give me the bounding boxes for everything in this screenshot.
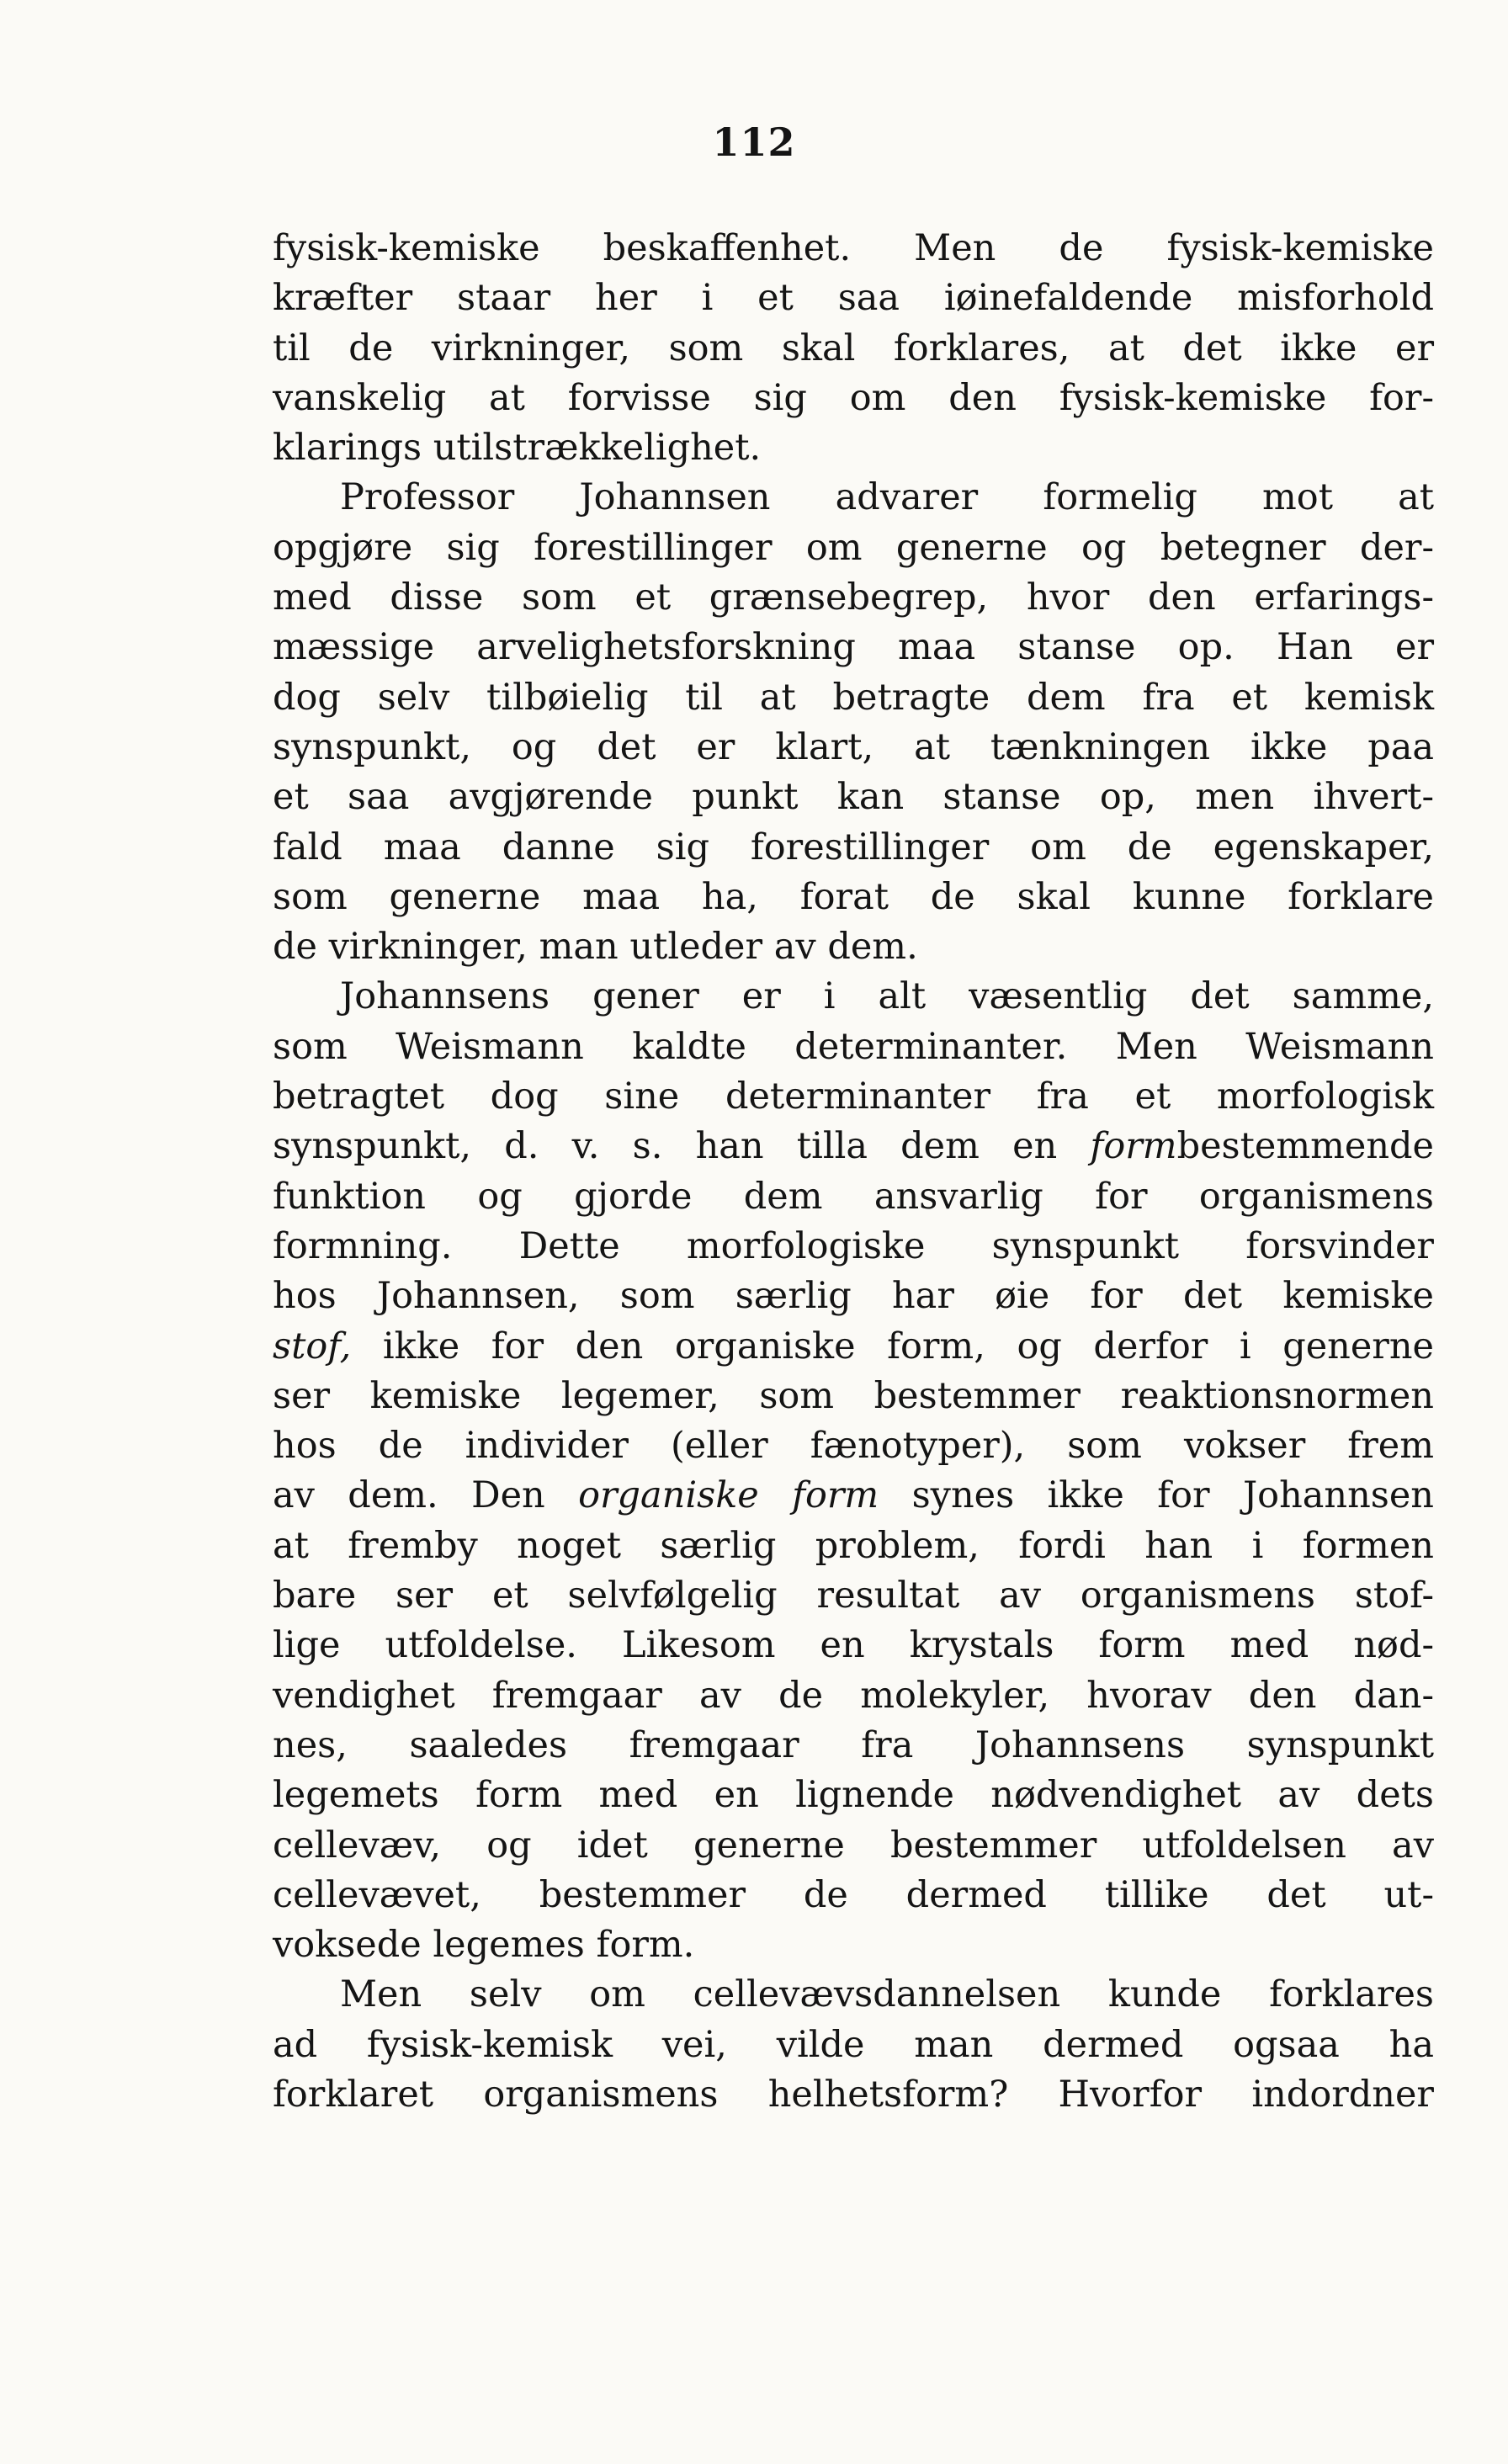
text-segment: formning. Dette morfologiske synspunkt forsvinder [273, 1224, 1434, 1267]
text-segment: Professor Johannsen advarer formelig mot at [340, 476, 1434, 519]
text-line [273, 873, 1434, 922]
text-line [273, 374, 1434, 423]
italic-text-segment: form [1090, 1125, 1177, 1168]
text-line [273, 922, 1434, 972]
text-segment: lige utfoldelse. Likesom en krystals form med nød- [273, 1624, 1434, 1667]
text-segment: med disse som et grænsebegrep, hvor den erfarings- [273, 576, 1434, 619]
text-segment: forklaret organismens helhetsform? Hvorfor indordner [273, 2073, 1434, 2116]
italic-text-segment: stof, [273, 1325, 352, 1367]
text-line [273, 1122, 1434, 1171]
text-segment: de virkninger, man utleder av dem. [273, 926, 918, 969]
text-segment: fald maa danne sig forestillinger om de egenskaper, [273, 826, 1434, 868]
text-segment: bestemmende [1176, 1125, 1434, 1168]
text-segment: Johannsens gener er i alt væsentlig det samme, [340, 975, 1434, 1018]
text-segment: hos de individer (eller fænotyper), som vokser frem [273, 1425, 1434, 1468]
text-segment: cellevævet, bestemmer de dermed tillike det ut- [273, 1873, 1434, 1916]
text-line [273, 2070, 1434, 2120]
text-segment: som Weismann kaldte determinanter. Men Weismann [273, 1025, 1434, 1068]
text-segment: vanskelig at forvisse sig om den fysisk-kemiske for- [273, 376, 1434, 419]
text-segment: dog selv tilbøielig til at betragte dem fra et kemisk [273, 676, 1434, 719]
text-line [273, 673, 1434, 723]
text-line [273, 1072, 1434, 1122]
text-segment: opgjøre sig forestillinger om generne og betegner der- [273, 526, 1434, 569]
text-segment: cellevæv, og idet generne bestemmer utfoldelsen av [273, 1824, 1434, 1867]
text-segment: hos Johannsen, som særlig har øie for det kemiske [273, 1275, 1434, 1318]
text-line [273, 473, 1434, 523]
text-line [273, 1222, 1434, 1272]
text-line [273, 1920, 1434, 1970]
text-segment: vendighet fremgaar av de molekyler, hvorav den dan- [273, 1674, 1434, 1717]
text-segment: voksede legemes form. [273, 1924, 695, 1967]
text-line [273, 1571, 1434, 1621]
text-segment: kræfter staar her i et saa iøinefaldende misforhold [273, 277, 1434, 320]
text-line [273, 972, 1434, 1022]
text-line [273, 823, 1434, 873]
text-segment: betragtet dog sine determinanter fra et morfologisk [273, 1075, 1434, 1118]
text-line [273, 1771, 1434, 1820]
text-line [273, 273, 1434, 323]
text-segment: fysisk-kemiske beskaffenhet. Men de fysisk-kemiske [273, 227, 1434, 269]
text-line [273, 723, 1434, 773]
text-line [273, 1022, 1434, 1072]
text-segment: mæssige arvelighetsforskning maa stanse op. Han er [273, 626, 1434, 669]
text-line [273, 1821, 1434, 1871]
text-segment: av dem. Den [273, 1474, 579, 1517]
text-line [273, 1421, 1434, 1471]
text-line [273, 1621, 1434, 1670]
text-line [273, 1521, 1434, 1571]
text-segment: klarings utilstrækkelighet. [273, 427, 762, 470]
text-segment: ser kemiske legemer, som bestemmer reaktionsnormen [273, 1374, 1434, 1417]
text-line [273, 1272, 1434, 1321]
text-line [273, 1671, 1434, 1721]
text-segment: synspunkt, og det er klart, at tænkningen ikke paa [273, 725, 1434, 768]
text-line [273, 324, 1434, 374]
text-line [273, 1372, 1434, 1421]
text-line [273, 224, 1434, 273]
text-line [273, 573, 1434, 623]
text-segment: legemets form med en lignende nødvendighet av dets [273, 1774, 1434, 1817]
text-line [273, 1471, 1434, 1521]
text-segment: et saa avgjørende punkt kan stanse op, men ihvert- [273, 776, 1434, 819]
text-line [273, 1970, 1434, 2020]
text-line [273, 1721, 1434, 1771]
text-segment: at fremby noget særlig problem, fordi han i formen [273, 1524, 1434, 1567]
text-segment: nes, saaledes fremgaar fra Johannsens synspunkt [273, 1723, 1434, 1766]
text-segment: som generne maa ha, forat de skal kunne forklare [273, 875, 1434, 918]
text-line [273, 1172, 1434, 1222]
text-line [273, 623, 1434, 672]
text-line [273, 423, 1434, 473]
text-line [273, 523, 1434, 573]
text-segment: synspunkt, d. v. s. han tilla dem en [273, 1125, 1091, 1168]
text-segment: Men selv om cellevævsdannelsen kunde forklares [340, 1973, 1434, 2016]
text-segment: ad fysisk-kemisk vei, vilde man dermed ogsaa ha [273, 2023, 1434, 2066]
text-line [273, 1322, 1434, 1372]
text-segment: synes ikke for Johannsen [879, 1474, 1434, 1517]
body-text [273, 224, 1434, 2120]
text-segment: bare ser et selvfølgelig resultat av organismens stof- [273, 1575, 1434, 1617]
text-segment: funktion og gjorde dem ansvarlig for organismens [273, 1175, 1434, 1218]
text-line [273, 773, 1434, 822]
text-line [273, 2021, 1434, 2070]
italic-text-segment: organiske form [578, 1474, 879, 1517]
text-segment: til de virkninger, som skal forklares, at det ikke er [273, 327, 1434, 369]
text-line [273, 1871, 1434, 1920]
text-segment: ikke for den organiske form, og derfor i generne [351, 1325, 1434, 1367]
page-number: 112 [712, 119, 796, 165]
